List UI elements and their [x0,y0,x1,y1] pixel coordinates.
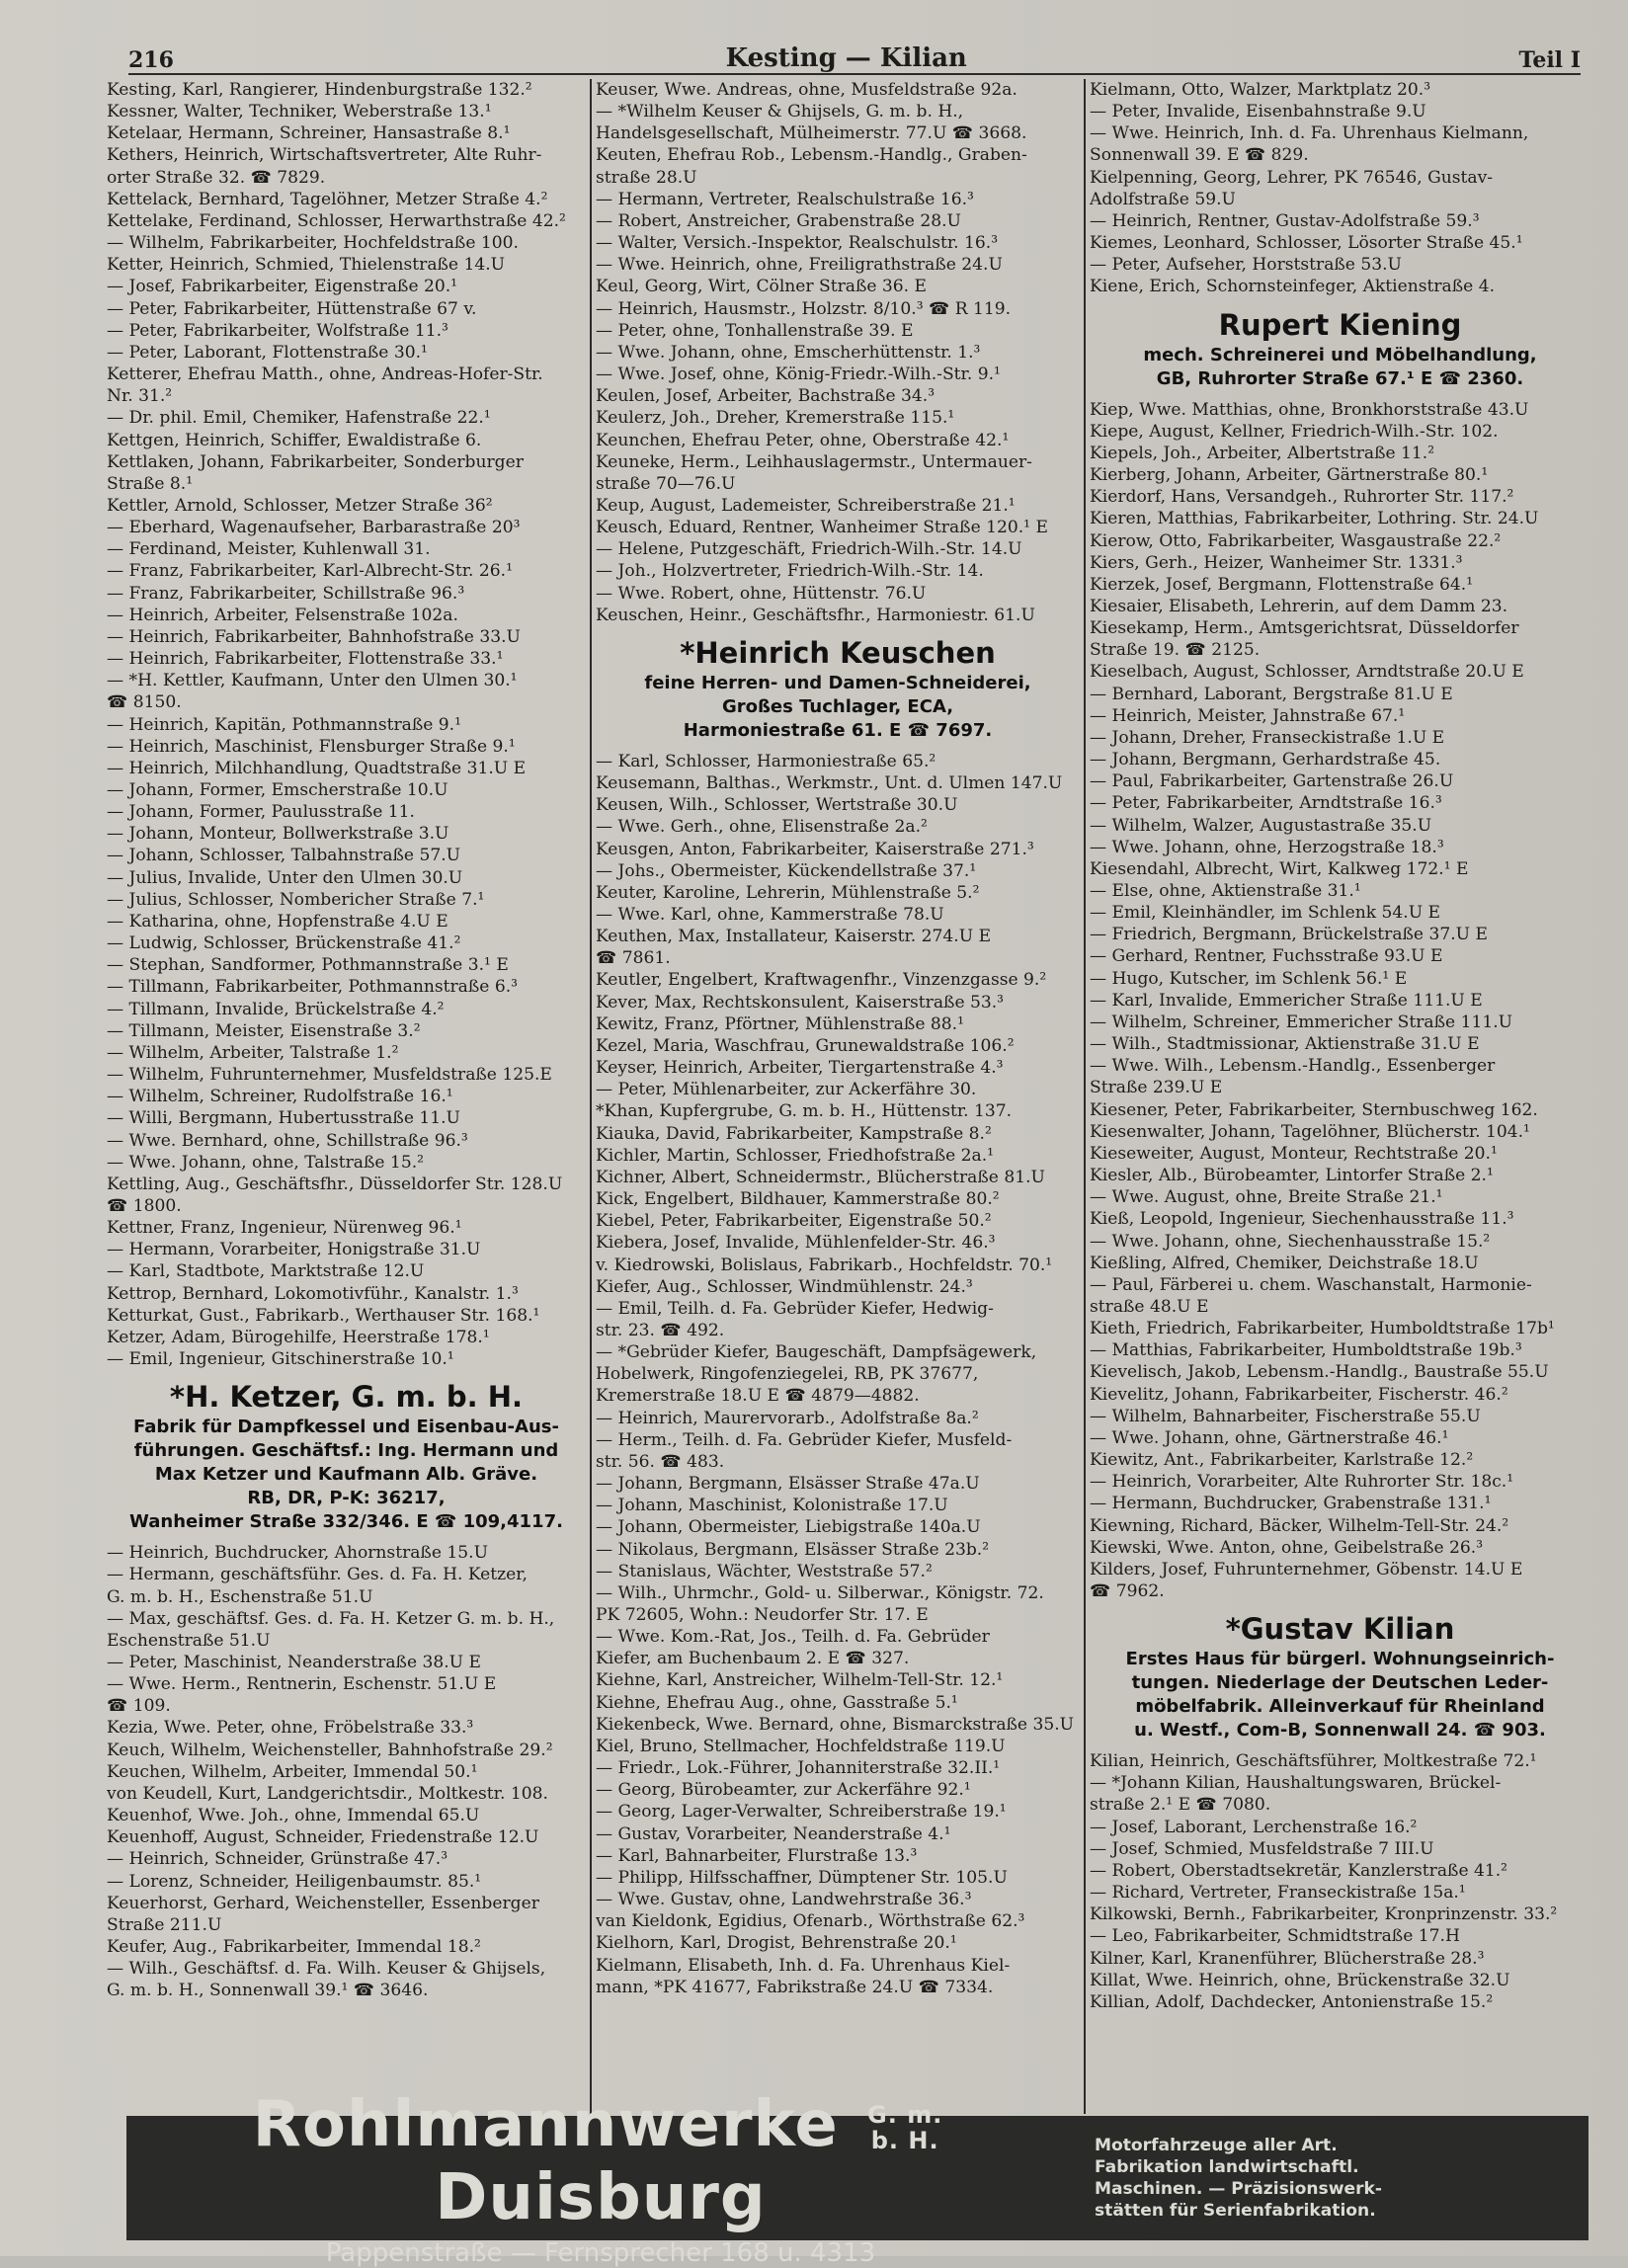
entry-line: — Wwe. Johann, ohne, Gärtnerstraße 46.¹ [1090,1427,1449,1448]
entry-line: Keuchen, Wilhelm, Arbeiter, Immendal 50.¹ [107,1761,478,1782]
entry-line: Kick, Engelbert, Bildhauer, Kammerstraße 80.² [596,1189,1000,1210]
ad-body [1090,1648,1590,1742]
entry-line: — Hermann, Vorarbeiter, Honigstraße 31.U [107,1240,481,1260]
entry-line: Kiekenbeck, Wwe. Bernard, ohne, Bismarckstraße 35.U [596,1714,1075,1735]
entry-line: Keuten, Ehefrau Rob., Lebensm.-Handlg., Graben- [596,145,1027,166]
entry-line: Kiers, Gerh., Heizer, Wanheimer Str. 1331.³ [1090,552,1463,573]
entry-line: — Emil, Kleinhändler, im Schlenk 54.U E [1090,903,1441,924]
ad-title: *Heinrich Keuschen [680,635,996,670]
entry-line: — Wwe. Heinrich, Inh. d. Fa. Uhrenhaus Kielmann, [1090,123,1529,144]
legal-form-line: G. m. [867,2101,943,2130]
entry-line: — Heinrich, Arbeiter, Felsenstraße 102a. [107,605,458,625]
column-1 [103,79,592,2114]
entry-line: Kiel, Bruno, Stellmacher, Hochfeldstraße 119.U [596,1736,1006,1756]
entry-line: — Wilhelm, Fuhrunternehmer, Musfeldstraße 125.E [107,1065,552,1086]
entry-line: Harmoniestraße 61. E ☎ 7697. [683,719,993,741]
entry-line: — Heinrich, Kapitän, Pothmannstraße 9.¹ [107,714,461,735]
entry-line: Straße 19. ☎ 2125. [1090,640,1261,661]
entry-line: — *Wilhelm Keuser & Ghijsels, G. m. b. H., [596,102,964,122]
entry-line: Kielmann, Elisabeth, Inh. d. Fa. Uhrenhaus Kiel- [596,1955,1011,1976]
entry-line: Kiauka, David, Fabrikarbeiter, Kampstraße 8.² [596,1123,992,1144]
entry-line: Kiepe, August, Kellner, Friedrich-Wilh.-Str. 102. [1090,421,1499,442]
entry-line: straße 28.U [596,167,697,188]
entry-line: — Franz, Fabrikarbeiter, Schillstraße 96.³ [107,583,465,604]
entry-line: Kiehne, Karl, Anstreicher, Wilhelm-Tell-Str. 12.¹ [596,1670,1004,1691]
entry-line: — Georg, Lager-Verwalter, Schreiberstraße 19.¹ [596,1802,1007,1822]
entry-line: Kießling, Alfred, Chemiker, Deichstraße 18.U [1090,1253,1479,1273]
entry-line: — Peter, Aufseher, Horststraße 53.U [1090,255,1402,276]
entry-line: str. 56. ☎ 483. [596,1451,725,1472]
entry-line: Kiemes, Leonhard, Schlosser, Lösorter Straße 45.¹ [1090,233,1523,254]
entry-line: — Bernhard, Laborant, Bergstraße 81.U E [1090,684,1453,704]
entry-line: Kiesenwalter, Johann, Tagelöhner, Blücherstr. 104.¹ [1090,1121,1530,1142]
entry-line: — Wilhelm, Schreiner, Rudolfstraße 16.¹ [107,1087,453,1107]
entry-line: — Josef, Laborant, Lerchenstraße 16.² [1090,1817,1418,1837]
entry-line: mech. Schreinerei und Möbelhandlung, [1143,344,1537,365]
entry-line: Adolfstraße 59.U [1090,189,1236,209]
entry-line: Keusch, Eduard, Rentner, Wanheimer Straße 120.¹ E [596,518,1048,538]
entry-line: — Heinrich, Hausmstr., Holzstr. 8/10.³ ☎ R 119. [596,298,1012,319]
entry-line: ☎ 109. [107,1696,171,1717]
footer-legal-form [867,2102,942,2153]
entry-line: Keuter, Karoline, Lehrerin, Mühlenstraße 5.² [596,882,980,903]
entry-line: — Emil, Ingenieur, Gitschinerstraße 10.¹ [107,1349,454,1370]
entry-line: — Robert, Oberstadtsekretär, Kanzlerstraße 41.² [1090,1860,1508,1881]
entry-line: Kettrop, Bernhard, Lokomotivführ., Kanalstr. 1.³ [107,1283,519,1304]
entry-line: Keusen, Wilh., Schlosser, Wertstraße 30.U [596,795,958,816]
entry-line: — Wwe. Johann, ohne, Talstraße 15.² [107,1152,424,1173]
entry-line: G. m. b. H., Sonnenwall 39.¹ ☎ 3646. [107,1981,429,2001]
entry-line: Ketterer, Ehefrau Matth., ohne, Andreas-Hofer-Str. [107,364,543,385]
entry-line: — Johann, Monteur, Bollwerkstraße 3.U [107,824,449,845]
entry-line: Straße 8.¹ [107,473,194,494]
entry-line: — Wwe. Heinrich, ohne, Freiligrathstraße 24.U [596,255,1003,276]
entry-line: Handelsgesellschaft, Mülheimerstr. 77.U ☎ 3668. [596,123,1027,144]
entry-line: — Karl, Bahnarbeiter, Flurstraße 13.³ [596,1845,918,1866]
entry-line: Ketter, Heinrich, Schmied, Thielenstraße 14.U [107,255,506,276]
entry-line: PK 72605, Wohn.: Neudorfer Str. 17. E [596,1605,929,1625]
ad-title: *H. Ketzer, G. m. b. H. [169,1380,524,1415]
entry-line: straße 48.U E [1090,1296,1209,1317]
entry-line: — Dr. phil. Emil, Chemiker, Hafenstraße 22.¹ [107,408,491,429]
entry-line: — Hermann, Buchdrucker, Grabenstraße 131.¹ [1090,1494,1492,1514]
entry-line: — Philipp, Hilfsschaffner, Dümptener Str. 105.U [596,1867,1008,1888]
entry-line: Kielhorn, Karl, Drogist, Behrenstraße 20.¹ [596,1933,957,1954]
entry-line: — Stephan, Sandformer, Pothmannstraße 3.¹ E [107,955,509,976]
entry-line: Keuenhof, Wwe. Joh., ohne, Immendal 65.U [107,1806,480,1826]
entry-line: Kieren, Matthias, Fabrikarbeiter, Lothring. Str. 24.U [1090,509,1539,529]
entry-line: — Tillmann, Invalide, Brückelstraße 4.² [107,999,445,1019]
entry-line: — Wwe. Johann, ohne, Siechenhausstraße 15.² [1090,1231,1491,1252]
entry-line: Kesting, Karl, Rangierer, Hindenburgstraße 132.² [107,80,532,100]
entry-line: Kierberg, Johann, Arbeiter, Gärtnerstraße 80.¹ [1090,465,1489,486]
entry-line: Kiewitz, Ant., Fabrikarbeiter, Karlstraße 12.² [1090,1450,1474,1471]
entry-line: — Friedrich, Bergmann, Brückelstraße 37.U E [1090,925,1488,945]
entry-line: Kiefer, am Buchenbaum 2. E ☎ 327. [596,1649,910,1669]
entry-line: — *H. Kettler, Kaufmann, Unter den Ulmen 30.¹ [107,671,518,691]
entry-line: str. 23. ☎ 492. [596,1320,725,1340]
entry-line: — Johann, Schlosser, Talbahnstraße 57.U [107,846,461,866]
entry-list [1090,79,1590,298]
entry-line: — Gustav, Vorarbeiter, Neanderstraße 4.¹ [596,1823,951,1844]
entry-line: Keuch, Wilhelm, Weichensteller, Bahnhofstraße 29.² [107,1740,553,1760]
entry-line: — Wilhelm, Schreiner, Emmericher Straße 111.U [1090,1012,1513,1032]
entry-list [107,79,586,1370]
entry-line: — Wwe. Karl, ohne, Kammerstraße 78.U [596,905,944,925]
entry-line: — Wwe. Gustav, ohne, Landwehrstraße 36.³ [596,1890,972,1910]
column-2 [592,79,1086,2114]
entry-line: — Julius, Schlosser, Nombericher Straße 7.¹ [107,889,485,910]
entry-line: möbelfabrik. Alleinverkauf für Rheinland [1135,1696,1545,1718]
entry-line: — Johann, Bergmann, Elsässer Straße 47a.U [596,1474,980,1495]
entry-line: — Paul, Färberei u. chem. Waschanstalt, Harmonie- [1090,1274,1532,1295]
ad-title: Rupert Kiening [1218,307,1462,342]
entry-line: Kettelake, Ferdinand, Schlosser, Herwarthstraße 42.² [107,210,566,231]
entry-line: Erstes Haus für bürgerl. Wohnungseinrich- [1125,1649,1555,1670]
entry-line: — Wwe. Josef, ohne, König-Friedr.-Wilh.-Str. 9.¹ [596,364,1001,385]
entry-line: — Max, geschäftsf. Ges. d. Fa. H. Ketzer G. m. b. H., [107,1608,555,1629]
entry-line: Kielmann, Otto, Walzer, Marktplatz 20.³ [1090,80,1431,100]
entry-line: Kievelisch, Jakob, Lebensm.-Handlg., Baustraße 55.U [1090,1362,1549,1383]
entry-line: — Karl, Schlosser, Harmoniestraße 65.² [596,751,936,771]
entry-line: Straße 211.U [107,1914,222,1935]
entry-line: führungen. Geschäftsf.: Ing. Hermann und [133,1440,559,1462]
entry-line: Eschenstraße 51.U [107,1630,271,1651]
entry-line: — Paul, Fabrikarbeiter, Gartenstraße 26.U [1090,771,1454,792]
entry-line: Kiewning, Richard, Bäcker, Wilhelm-Tell-Str. 24.² [1090,1515,1509,1536]
entry-line: Kichler, Martin, Schlosser, Friedhofstraße 2a.¹ [596,1145,995,1166]
legal-form-line: b. H. [870,2127,939,2155]
page-header [128,43,1581,75]
entry-line: straße 70—76.U [596,473,736,494]
entry-line: — Wwe. Kom.-Rat, Jos., Teilh. d. Fa. Gebrüder [596,1627,990,1648]
entry-line: Kiebera, Josef, Invalide, Mühlenfelder-Str. 46.³ [596,1233,996,1254]
entry-line: — Walter, Versich.-Inspektor, Realschulstr. 16.³ [596,233,999,254]
entry-line: Kielpenning, Georg, Lehrer, PK 76546, Gustav- [1090,167,1494,188]
entry-line: — Karl, Stadtbote, Marktstraße 12.U [107,1261,425,1282]
entry-line: Kiepels, Joh., Arbeiter, Albertstraße 11.² [1090,443,1435,463]
entry-line: v. Kiedrowski, Bolislaus, Fabrikarb., Hochfeldstr. 70.¹ [596,1255,1053,1275]
entry-line: Keuenhoff, August, Schneider, Friedenstraße 12.U [107,1827,539,1848]
entry-line: Kieß, Leopold, Ingenieur, Siechenhausstraße 11.³ [1090,1209,1514,1230]
entry-line: Kethers, Heinrich, Wirtschaftsvertreter, Alte Ruhr- [107,145,542,166]
entry-line: — Peter, Invalide, Eisenbahnstraße 9.U [1090,102,1426,122]
entry-line: — Peter, Maschinist, Neanderstraße 38.U E [107,1653,481,1672]
entry-line: — Emil, Teilh. d. Fa. Gebrüder Kiefer, Hedwig- [596,1298,994,1319]
entry-line: — Wwe. Herm., Rentnerin, Eschenstr. 51.U E [107,1674,497,1695]
entry-line: — Ludwig, Schlosser, Brückenstraße 41.² [107,933,461,954]
entry-line: Keusemann, Balthas., Werkmstr., Unt. d. Ulmen 147.U [596,773,1063,794]
entry-line: — Wwe. Wilh., Lebensm.-Handlg., Essenberger [1090,1056,1496,1077]
footer-address: Pappenstraße — Fernsprecher 168 u. 4313 [325,2238,876,2268]
entry-line: Kever, Max, Rechtskonsulent, Kaiserstraße 53.³ [596,992,1005,1012]
entry-line: — Josef, Schmied, Musfeldstraße 7 III.U [1090,1838,1434,1859]
entry-line: — Herm., Teilh. d. Fa. Gebrüder Kiefer, Musfeld- [596,1429,1013,1450]
entry-line: Keuthen, Max, Installateur, Kaiserstr. 274.U E [596,927,992,947]
entry-line: — Wwe. Bernhard, ohne, Schillstraße 96.³ [107,1130,468,1151]
page-number: 216 [128,47,174,73]
footer-brand [126,2088,1075,2234]
entry-line: Ketelaar, Hermann, Schreiner, Hansastraße 8.¹ [107,123,511,144]
entry-line: — Johs., Obermeister, Kückendellstraße 37.¹ [596,860,977,881]
entry-line: Ketturkat, Gust., Fabrikarb., Werthauser Str. 168.¹ [107,1305,540,1326]
entry-line: — Heinrich, Meister, Jahnstraße 67.¹ [1090,705,1406,726]
entry-line: Kiesener, Peter, Fabrikarbeiter, Sternbuschweg 162. [1090,1099,1538,1120]
page-part: Teil I [1518,47,1581,73]
entry-line: ☎ 7962. [1090,1581,1165,1601]
directory-columns [103,79,1594,2114]
entry-line: Kiene, Erich, Schornsteinfeger, Aktienstraße 4. [1090,277,1496,297]
footer-brand-name: Rohlmannwerke [252,2088,839,2161]
entry-line: RB, DR, P-K: 36217, [247,1488,446,1509]
entry-line: — Heinrich, Fabrikarbeiter, Flottenstraße 33.¹ [107,649,504,670]
entry-line: — Katharina, ohne, Hopfenstraße 4.U E [107,911,448,932]
entry-line: — Lorenz, Schneider, Heiligenbaumstr. 85.¹ [107,1871,482,1892]
entry-line: — Robert, Anstreicher, Grabenstraße 28.U [596,210,961,231]
entry-line: Kilders, Josef, Fuhrunternehmer, Göbenstr. 14.U E [1090,1559,1523,1580]
entry-line: Kiehne, Ehefrau Aug., ohne, Gasstraße 5.¹ [596,1692,958,1713]
entry-line: — Peter, Mühlenarbeiter, zur Ackerfähre 30. [596,1080,977,1100]
entry-line: stätten für Serienfabrikation. [1095,2201,1376,2222]
entry-line: — Wwe. Johann, ohne, Emscherhüttenstr. 1.³ [596,342,981,363]
entry-list [107,1542,586,2001]
entry-line: — Wilhelm, Walzer, Augustastraße 35.U [1090,815,1432,836]
entry-line: Kilkowski, Bernh., Fabrikarbeiter, Kronprinzenstr. 33.² [1090,1904,1558,1925]
entry-line: Kettling, Aug., Geschäftsfhr., Düsseldorfer Str. 128.U [107,1174,563,1194]
entry-line: Kessner, Walter, Techniker, Weberstraße 13.¹ [107,102,492,122]
entry-line: — *Johann Kilian, Haushaltungswaren, Brückel- [1090,1773,1502,1794]
entry-line: — Johann, Dreher, Franseckistraße 1.U E [1090,727,1445,748]
entry-line: Keul, Georg, Wirt, Cölner Straße 36. E [596,277,928,297]
ad-title: *Gustav Kilian [1225,1612,1455,1647]
entry-line: Motorfahrzeuge aller Art. [1095,2135,1338,2155]
entry-line: — Peter, Fabrikarbeiter, Hüttenstraße 67 v. [107,298,477,319]
entry-line: — Tillmann, Meister, Eisenstraße 3.² [107,1020,421,1041]
entry-line: Kilner, Karl, Kranenführer, Blücherstraße 28.³ [1090,1948,1485,1969]
entry-line: Sonnenwall 39. E ☎ 829. [1090,145,1309,166]
entry-line: Killat, Wwe. Heinrich, ohne, Brückenstraße 32.U [1090,1970,1510,1990]
entry-line: GB, Ruhrorter Straße 67.¹ E ☎ 2360. [1156,367,1524,389]
entry-line: Wanheimer Straße 332/346. E ☎ 109,4117. [129,1511,563,1533]
entry-line: Keulen, Josef, Arbeiter, Bachstraße 34.³ [596,386,936,407]
entry-line: Kettgen, Heinrich, Schiffer, Ewaldistraße 6. [107,430,482,450]
entry-line: — Heinrich, Maurervorarb., Adolfstraße 8a.² [596,1408,979,1428]
entry-line: orter Straße 32. ☎ 7829. [107,167,326,188]
entry-line: Kiesendahl, Albrecht, Wirt, Kalkweg 172.¹ E [1090,858,1469,879]
footer-products [1075,2135,1588,2223]
entry-line: — Helene, Putzgeschäft, Friedrich-Wilh.-Str. 14.U [596,539,1022,560]
entry-line: Keuneke, Herm., Leihhauslagermstr., Untermauer- [596,451,1032,472]
entry-line: — Hugo, Kutscher, im Schlenk 56.¹ E [1090,968,1408,989]
entry-line: Keufer, Aug., Fabrikarbeiter, Immendal 18.² [107,1937,481,1958]
entry-line: Kezia, Wwe. Peter, ohne, Fröbelstraße 33.³ [107,1718,474,1739]
entry-line: — Heinrich, Rentner, Gustav-Adolfstraße 59.³ [1090,210,1480,231]
entry-line: — Wilhelm, Arbeiter, Talstraße 1.² [107,1042,399,1063]
entry-line: — Richard, Vertreter, Franseckistraße 15a.¹ [1090,1883,1466,1904]
entry-line: ☎ 8150. [107,692,182,713]
entry-line: — Johann, Former, Paulusstraße 11. [107,802,415,823]
entry-line: Kievelitz, Johann, Fabrikarbeiter, Fischerstr. 46.² [1090,1384,1508,1405]
entry-line: feine Herren- und Damen-Schneiderei, [644,672,1031,693]
entry-line: Kierzek, Josef, Bergmann, Flottenstraße 64.¹ [1090,574,1474,595]
entry-line: Keunchen, Ehefrau Peter, ohne, Oberstraße 42.¹ [596,430,1010,450]
entry-line: ☎ 7861. [596,948,671,969]
entry-line: — Tillmann, Fabrikarbeiter, Pothmannstraße 6.³ [107,977,519,998]
entry-line: — Johann, Maschinist, Kolonistraße 17.U [596,1496,948,1516]
entry-line: — Ferdinand, Meister, Kuhlenwall 31. [107,539,431,560]
entry-line: — Josef, Fabrikarbeiter, Eigenstraße 20.¹ [107,277,458,297]
entry-line: ☎ 1800. [107,1195,182,1216]
entry-line: Straße 239.U E [1090,1078,1223,1098]
entry-line: — Heinrich, Milchhandlung, Quadtstraße 31.U E [107,758,527,778]
entry-list [596,751,1080,1998]
entry-line: Kieseweiter, August, Monteur, Rechtstraße 20.¹ [1090,1143,1498,1164]
entry-line: — *Gebrüder Kiefer, Baugeschäft, Dampfsägewerk, [596,1342,1037,1363]
entry-line: u. Westf., Com-B, Sonnenwall 24. ☎ 903. [1134,1720,1546,1742]
entry-line: von Keudell, Kurt, Landgerichtsdir., Moltkestr. 108. [107,1783,548,1804]
ad-body [1090,344,1590,391]
entry-line: van Kieldonk, Egidius, Ofenarb., Wörthstraße 62.³ [596,1911,1025,1932]
entry-line: Kiewski, Wwe. Anton, ohne, Geibelstraße 26.³ [1090,1537,1484,1558]
entry-line: Nr. 31.² [107,386,173,407]
entry-line: Kettner, Franz, Ingenieur, Nürenweg 96.¹ [107,1218,462,1239]
entry-list [1090,1750,1590,2013]
entry-list [1090,399,1590,1603]
entry-line: — Peter, Laborant, Flottenstraße 30.¹ [107,342,428,363]
entry-line: G. m. b. H., Eschenstraße 51.U [107,1586,373,1607]
entry-line: *Khan, Kupfergrube, G. m. b. H., Hüttenstr. 137. [596,1101,1013,1122]
entry-line: — Wilh., Uhrmchr., Gold- u. Silberwar., Königstr. 72. [596,1582,1044,1603]
entry-line: Kierow, Otto, Fabrikarbeiter, Wasgaustraße 22.² [1090,530,1502,551]
ad-ketzer [107,1370,586,1542]
ad-kilian [1090,1602,1590,1750]
ad-body [107,1416,586,1534]
entry-line: — Julius, Invalide, Unter den Ulmen 30.U [107,867,463,888]
footer-city: Duisburg [435,2161,767,2234]
entry-line: Max Ketzer und Kaufmann Alb. Gräve. [154,1464,538,1486]
entry-line: — Peter, Fabrikarbeiter, Wolfstraße 11.³ [107,320,448,341]
entry-line: — Stanislaus, Wächter, Weststraße 57.² [596,1561,933,1581]
entry-line: — Gerhard, Rentner, Fuchsstraße 93.U E [1090,946,1443,967]
entry-line: Kettelack, Bernhard, Tagelöhner, Metzer Straße 4.² [107,189,548,209]
entry-line: Fabrikation landwirtschaftl. [1095,2156,1359,2177]
entry-line: Großes Tuchlager, ECA, [721,695,954,717]
ad-body [596,672,1080,743]
entry-line: Hobelwerk, Ringofenziegelei, RB, PK 37677, [596,1364,979,1385]
entry-line: — Peter, Fabrikarbeiter, Arndtstraße 16.³ [1090,793,1442,814]
entry-line: Keuser, Wwe. Andreas, ohne, Musfeldstraße 92a. [596,80,1018,100]
entry-line: Kiesaier, Elisabeth, Lehrerin, auf dem Damm 23. [1090,596,1508,616]
footer-brand-block [126,2088,1075,2268]
entry-line: — Else, ohne, Aktienstraße 31.¹ [1090,881,1361,901]
entry-line: — Heinrich, Fabrikarbeiter, Bahnhofstraße 33.U [107,626,521,647]
entry-line: Kilian, Heinrich, Geschäftsführer, Moltkestraße 72.¹ [1090,1751,1537,1772]
entry-line: — Wwe. Robert, ohne, Hüttenstr. 76.U [596,583,927,604]
entry-line: — Georg, Bürobeamter, zur Ackerfähre 92.¹ [596,1780,971,1801]
entry-line: — Heinrich, Maschinist, Flensburger Straße 9.¹ [107,736,516,757]
entry-line: Kiesler, Alb., Bürobeamter, Lintorfer Straße 2.¹ [1090,1166,1494,1186]
entry-line: Keutler, Engelbert, Kraftwagenfhr., Vinzenzgasse 9.² [596,970,1047,991]
entry-line: Kiefer, Aug., Schlosser, Windmühlenstr. 24.³ [596,1276,973,1297]
entry-line: — Wilh., Stadtmissionar, Aktienstraße 31.U E [1090,1034,1480,1055]
entry-line: — Wwe. Johann, ohne, Herzogstraße 18.³ [1090,837,1444,857]
entry-line: Kichner, Albert, Schneidermstr., Blücherstraße 81.U [596,1167,1045,1187]
entry-line: — Heinrich, Schneider, Grünstraße 47.³ [107,1849,448,1870]
entry-line: Kiesekamp, Herm., Amtsgerichtsrat, Düsseldorfer [1090,618,1519,639]
entry-line: Kieselbach, August, Schlosser, Arndtstraße 20.U E [1090,662,1524,683]
entry-line: — Willi, Bergmann, Hubertusstraße 11.U [107,1108,460,1129]
entry-line: Keyser, Heinrich, Arbeiter, Tiergartenstraße 4.³ [596,1058,1004,1079]
column-3 [1086,79,1594,2114]
entry-line: Keup, August, Lademeister, Schreiberstraße 21.¹ [596,495,1016,516]
entry-line: — Karl, Invalide, Emmericher Straße 111.U E [1090,990,1483,1011]
entry-line: Kremerstraße 18.U E ☎ 4879—4882. [596,1386,920,1407]
entry-line: — Wwe. Gerh., ohne, Elisenstraße 2a.² [596,817,928,838]
entry-line: Kiep, Wwe. Matthias, ohne, Bronkhorststraße 43.U [1090,399,1529,420]
entry-line: — Johann, Former, Emscherstraße 10.U [107,780,448,800]
page-title: Kesting — Kilian [725,43,967,73]
entry-line: — Leo, Fabrikarbeiter, Schmidtstraße 17.H [1090,1926,1460,1947]
entry-line: — Hermann, Vertreter, Realschulstraße 16.³ [596,189,974,209]
entry-line: Keuschen, Heinr., Geschäftsfhr., Harmoniestr. 61.U [596,605,1035,625]
entry-line: Kewitz, Franz, Pförtner, Mühlenstraße 88.¹ [596,1013,964,1034]
entry-line: — Wwe. August, ohne, Breite Straße 21.¹ [1090,1187,1443,1208]
entry-line: Keusgen, Anton, Fabrikarbeiter, Kaiserstraße 271.³ [596,839,1034,859]
entry-line: Keuerhorst, Gerhard, Weichensteller, Essenberger [107,1893,539,1913]
entry-line: — Johann, Obermeister, Liebigstraße 140a.U [596,1517,981,1538]
entry-line: Kezel, Maria, Waschfrau, Grunewaldstraße 106.² [596,1035,1015,1056]
ad-kiening [1090,298,1590,399]
entry-line: — Wilhelm, Bahnarbeiter, Fischerstraße 55.U [1090,1406,1481,1426]
entry-line: — Wilhelm, Fabrikarbeiter, Hochfeldstraße 100. [107,233,519,254]
entry-line: Fabrik für Dampfkessel und Eisenbau-Aus- [133,1417,559,1438]
entry-line: straße 2.¹ E ☎ 7080. [1090,1795,1271,1816]
footer-advertisement [126,2088,1588,2268]
entry-line: — Nikolaus, Bergmann, Elsässer Straße 23b.² [596,1539,990,1560]
entry-line: — Heinrich, Buchdrucker, Ahornstraße 15.U [107,1543,488,1564]
entry-line: Ketzer, Adam, Bürogehilfe, Heerstraße 178.¹ [107,1327,490,1347]
entry-list [596,79,1080,626]
entry-line: — Johann, Bergmann, Gerhardstraße 45. [1090,750,1441,770]
entry-line: Killian, Adolf, Dachdecker, Antonienstraße 15.² [1090,1991,1494,2012]
entry-line: — Peter, ohne, Tonhallenstraße 39. E [596,320,914,341]
entry-line: — Matthias, Fabrikarbeiter, Humboldtstraße 19b.³ [1090,1340,1522,1361]
entry-line: — Joh., Holzvertreter, Friedrich-Wilh.-Str. 14. [596,561,984,582]
entry-line: tungen. Niederlage der Deutschen Leder- [1131,1672,1549,1694]
entry-line: — Eberhard, Wagenaufseher, Barbarastraße 20³ [107,518,521,538]
entry-line: Kieth, Friedrich, Fabrikarbeiter, Humboldtstraße 17b¹ [1090,1319,1555,1339]
entry-line: Kettler, Arnold, Schlosser, Metzer Straße 36² [107,495,493,516]
entry-line: — Hermann, geschäftsführ. Ges. d. Fa. H. Ketzer, [107,1565,528,1585]
entry-line: — Wilh., Geschäftsf. d. Fa. Wilh. Keuser & Ghijsels, [107,1959,546,1980]
entry-line: — Franz, Fabrikarbeiter, Karl-Albrecht-Str. 26.¹ [107,561,513,582]
entry-line: Maschinen. — Präzisionswerk- [1095,2179,1383,2199]
entry-line: — Heinrich, Vorarbeiter, Alte Ruhrorter Str. 18c.¹ [1090,1472,1514,1493]
entry-line: Kiebel, Peter, Fabrikarbeiter, Eigenstraße 50.² [596,1211,992,1232]
entry-line: Keulerz, Joh., Dreher, Kremerstraße 115.¹ [596,408,955,429]
entry-line: — Friedr., Lok.-Führer, Johanniterstraße 32.II.¹ [596,1758,1001,1779]
ad-keuschen [596,626,1080,751]
entry-line: Kierdorf, Hans, Versandgeh., Ruhrorter Str. 117.² [1090,487,1514,508]
entry-line: mann, *PK 41677, Fabrikstraße 24.U ☎ 7334. [596,1977,994,1997]
entry-line: Kettlaken, Johann, Fabrikarbeiter, Sonderburger [107,451,524,472]
